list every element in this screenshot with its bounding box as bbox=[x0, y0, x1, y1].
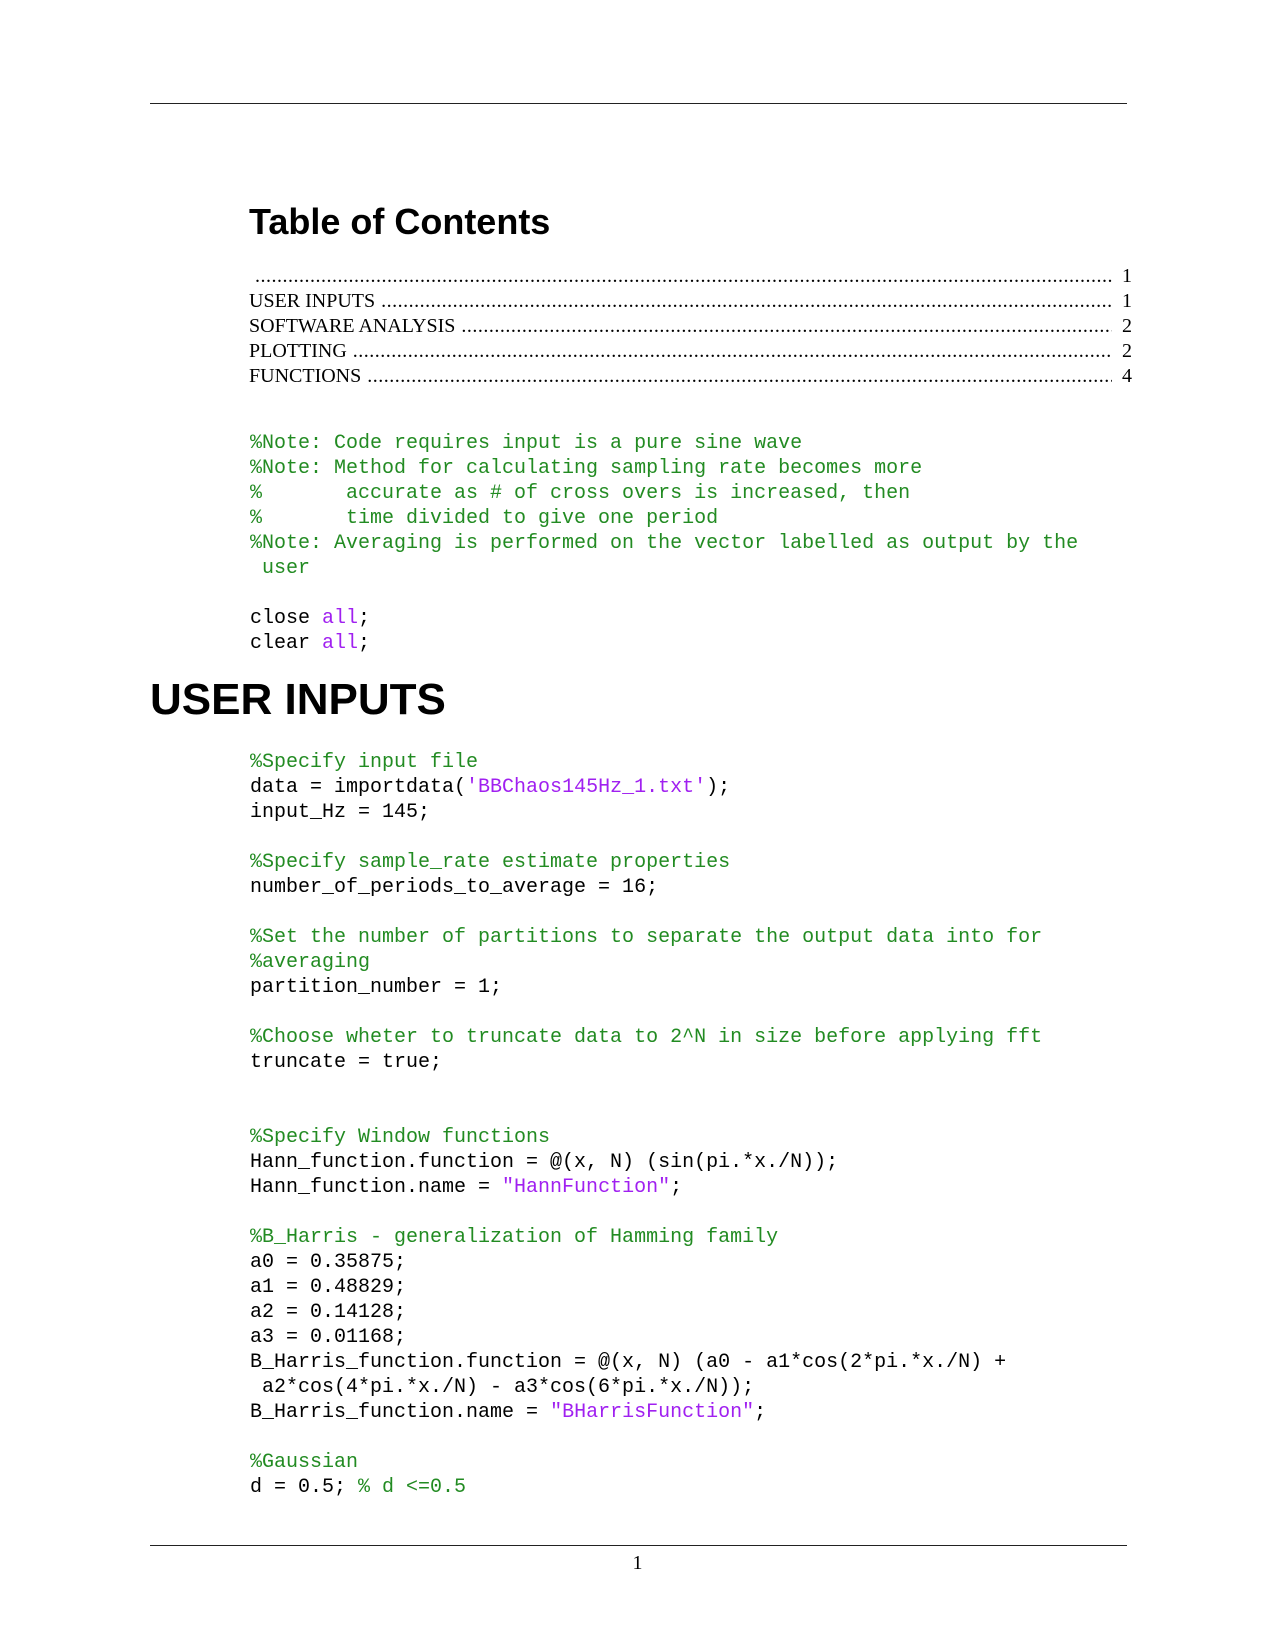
code-text: B_Harris_function.function = @(x, N) (a0 - a1*cos(2*pi.*x./N) + bbox=[250, 1351, 1007, 1374]
code-line bbox=[250, 1075, 1042, 1100]
code-text: a0 = 0.35875; bbox=[250, 1251, 407, 1274]
code-line bbox=[250, 1475, 1042, 1500]
code-string: "HannFunction" bbox=[502, 1176, 671, 1199]
code-text: d = 0.5; bbox=[250, 1476, 359, 1499]
code-line bbox=[250, 1450, 1042, 1475]
code-line bbox=[250, 1400, 1042, 1425]
code-line bbox=[250, 1250, 1042, 1275]
code-line bbox=[250, 975, 1042, 1000]
header-rule bbox=[150, 103, 1127, 104]
code-comment: %Note: Code requires input is a pure sine wave bbox=[250, 432, 803, 455]
code-string: all bbox=[322, 632, 359, 655]
code-text: ; bbox=[358, 607, 371, 630]
code-text: a3 = 0.01168; bbox=[250, 1326, 407, 1349]
code-comment: %Choose wheter to truncate data to 2^N in size before applying fft bbox=[250, 1026, 1043, 1049]
code-line bbox=[250, 1125, 1042, 1150]
toc-entry-label: FUNCTIONS bbox=[249, 365, 362, 387]
code-line bbox=[250, 1375, 1042, 1400]
code-line bbox=[250, 1025, 1042, 1050]
toc-entry[interactable] bbox=[249, 364, 1132, 389]
toc-entry-label: USER INPUTS bbox=[249, 290, 376, 312]
code-text: Hann_function.function = @(x, N) (sin(pi.*x./N)); bbox=[250, 1151, 839, 1174]
code-comment: %Specify sample_rate estimate properties bbox=[250, 851, 731, 874]
code-text: input_Hz = 145; bbox=[250, 801, 431, 824]
code-comment: %averaging bbox=[250, 951, 371, 974]
code-comment: %Specify Window functions bbox=[250, 1126, 551, 1149]
code-line bbox=[250, 556, 1078, 581]
toc-entry-page: 1 bbox=[1122, 290, 1132, 312]
code-line bbox=[250, 506, 1078, 531]
code-line bbox=[250, 631, 1078, 656]
code-line bbox=[250, 1050, 1042, 1075]
toc-entry-page: 1 bbox=[1122, 265, 1132, 287]
code-comment: % time divided to give one period bbox=[250, 507, 719, 530]
toc-title: Table of Contents bbox=[249, 201, 551, 242]
code-line bbox=[250, 1350, 1042, 1375]
code-line bbox=[250, 481, 1078, 506]
code-line bbox=[250, 850, 1042, 875]
code-line bbox=[250, 1175, 1042, 1200]
code-comment: %Note: Averaging is performed on the vector labelled as output by the bbox=[250, 532, 1079, 555]
code-text: ; bbox=[358, 632, 371, 655]
code-line bbox=[250, 775, 1042, 800]
code-line bbox=[250, 1300, 1042, 1325]
toc-entry-page: 4 bbox=[1122, 365, 1132, 387]
toc-leader-dots bbox=[461, 314, 1112, 339]
toc-entry-label: SOFTWARE ANALYSIS bbox=[249, 315, 456, 337]
toc-entry[interactable] bbox=[249, 339, 1132, 364]
code-line bbox=[250, 1200, 1042, 1225]
toc-entry[interactable] bbox=[249, 314, 1132, 339]
code-text: B_Harris_function.name = bbox=[250, 1401, 551, 1424]
code-text: data = importdata( bbox=[250, 776, 467, 799]
code-string: 'BBChaos145Hz_1.txt' bbox=[466, 776, 707, 799]
footer-rule bbox=[150, 1545, 1127, 1546]
code-line bbox=[250, 750, 1042, 775]
toc-entry-label: PLOTTING bbox=[249, 340, 347, 362]
code-line bbox=[250, 900, 1042, 925]
toc-entry[interactable] bbox=[249, 264, 1132, 289]
code-comment: %Set the number of partitions to separate the output data into for bbox=[250, 926, 1043, 949]
code-line bbox=[250, 456, 1078, 481]
code-text: Hann_function.name = bbox=[250, 1176, 503, 1199]
code-line bbox=[250, 950, 1042, 975]
code-comment: %Gaussian bbox=[250, 1451, 359, 1474]
code-comment: %Note: Method for calculating sampling rate becomes more bbox=[250, 457, 923, 480]
code-line bbox=[250, 1100, 1042, 1125]
code-text: clear bbox=[250, 632, 323, 655]
code-text: a2*cos(4*pi.*x./N) - a3*cos(6*pi.*x./N)); bbox=[250, 1376, 755, 1399]
code-line bbox=[250, 1150, 1042, 1175]
toc-leader-dots bbox=[255, 264, 1112, 289]
code-text: number_of_periods_to_average = 16; bbox=[250, 876, 659, 899]
code-line bbox=[250, 531, 1078, 556]
code-line bbox=[250, 825, 1042, 850]
code-text: close bbox=[250, 607, 323, 630]
code-string: all bbox=[322, 607, 359, 630]
toc-leader-dots bbox=[353, 339, 1112, 364]
code-comment: %Specify input file bbox=[250, 751, 479, 774]
page-number: 1 bbox=[632, 1552, 643, 1574]
code-line bbox=[250, 1325, 1042, 1350]
code-text: partition_number = 1; bbox=[250, 976, 503, 999]
toc-leader-dots bbox=[381, 289, 1112, 314]
code-text: a1 = 0.48829; bbox=[250, 1276, 407, 1299]
code-line bbox=[250, 1225, 1042, 1250]
code-line bbox=[250, 925, 1042, 950]
toc-entry-page: 2 bbox=[1122, 315, 1132, 337]
code-line bbox=[250, 800, 1042, 825]
code-string: "BHarrisFunction" bbox=[550, 1401, 755, 1424]
table-of-contents bbox=[249, 264, 1132, 389]
section-heading-user-inputs: USER INPUTS bbox=[150, 675, 446, 724]
code-comment: % accurate as # of cross overs is increased, then bbox=[250, 482, 911, 505]
code-line bbox=[250, 1000, 1042, 1025]
code-line bbox=[250, 431, 1078, 456]
code-text: truncate = true; bbox=[250, 1051, 443, 1074]
user-inputs-code-block bbox=[250, 750, 1042, 1500]
code-text: ); bbox=[706, 776, 731, 799]
code-line bbox=[250, 875, 1042, 900]
toc-entry[interactable] bbox=[249, 289, 1132, 314]
code-line bbox=[250, 606, 1078, 631]
code-comment: % d <=0.5 bbox=[358, 1476, 467, 1499]
code-line bbox=[250, 1275, 1042, 1300]
intro-code-block bbox=[250, 431, 1078, 656]
code-comment: user bbox=[250, 557, 311, 580]
code-line bbox=[250, 581, 1078, 606]
code-text: ; bbox=[670, 1176, 683, 1199]
code-line bbox=[250, 1425, 1042, 1450]
code-text: ; bbox=[754, 1401, 767, 1424]
toc-leader-dots bbox=[367, 364, 1112, 389]
code-text: a2 = 0.14128; bbox=[250, 1301, 407, 1324]
code-comment: %B_Harris - generalization of Hamming family bbox=[250, 1226, 779, 1249]
toc-entry-page: 2 bbox=[1122, 340, 1132, 362]
